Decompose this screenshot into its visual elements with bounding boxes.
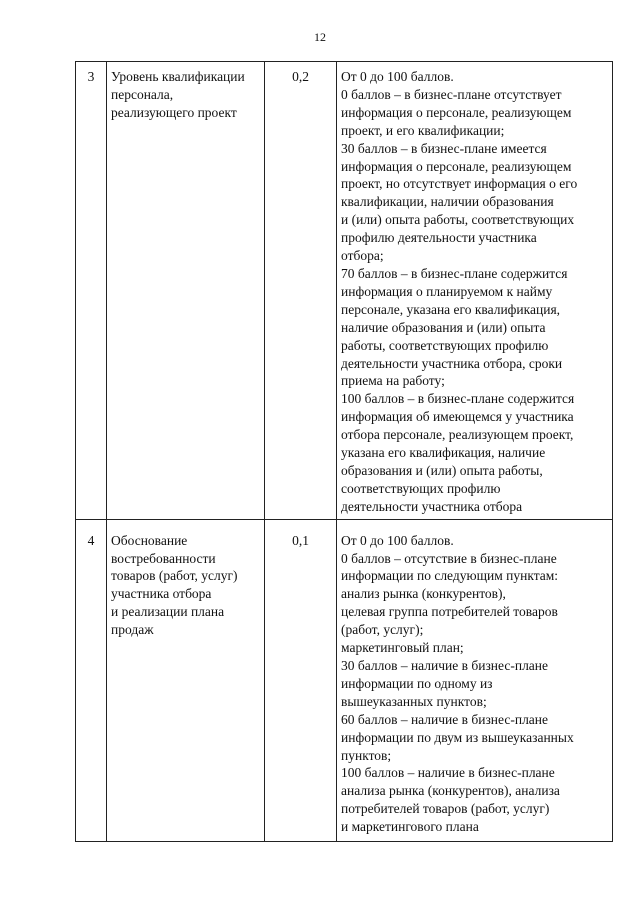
criteria-table — [75, 61, 613, 842]
scoring-description-line: 30 баллов – наличие в бизнес-плане — [341, 658, 549, 673]
criterion-name-line: Уровень квалификации — [111, 69, 245, 84]
scoring-description-line: информации по следующим пунктам: — [341, 568, 559, 584]
scoring-description-line: профилю деятельности участника — [341, 230, 537, 246]
scoring-description-line: отбора персонале, реализующем проект, — [341, 427, 574, 443]
scoring-description-line: проект, но отсутствует информация о его — [341, 176, 578, 192]
page-number: 12 — [314, 30, 326, 44]
scoring-description-line: приема на работу; — [341, 373, 445, 389]
scoring-description-line: анализ рынка (конкурентов), — [341, 586, 506, 602]
scoring-description-cell — [337, 519, 613, 841]
scoring-description-line: информация о персонале, реализующем — [341, 104, 572, 120]
scoring-description-line: и (или) опыта работы, соответствующих — [341, 212, 575, 228]
scoring-description-line: маркетинговый план; — [341, 640, 464, 656]
scoring-description-line: 60 баллов – наличие в бизнес-плане — [341, 711, 549, 727]
criterion-name-cell — [107, 62, 265, 520]
criterion-name-line: реализующего проект — [111, 104, 237, 120]
scoring-description-line: наличие образования и (или) опыта — [341, 319, 546, 335]
row-number-cell: 3 — [76, 62, 107, 520]
scoring-description-line: 0 баллов – в бизнес-плане отсутствует — [341, 86, 562, 102]
scoring-description-line: 0 баллов – отсутствие в бизнес-плане — [341, 550, 557, 566]
criterion-name-line: Обоснование — [111, 532, 188, 548]
criterion-name-line: товаров (работ, услуг) — [111, 568, 238, 584]
scoring-description-line: деятельности участника отбора — [341, 498, 523, 514]
scoring-description-line: информации по двум из вышеуказанных — [341, 729, 574, 745]
scoring-description-line: информация о персонале, реализующем — [341, 158, 572, 174]
scoring-description-line: От 0 до 100 баллов. — [341, 532, 454, 548]
criterion-name-line: продаж — [111, 622, 154, 638]
scoring-description-line: образования и (или) опыта работы, — [341, 462, 543, 478]
scoring-description-line: проект, и его квалификации; — [341, 122, 505, 138]
criterion-name-line: востребованности — [111, 550, 216, 566]
table-body — [76, 62, 613, 842]
scoring-description-line: 100 баллов – в бизнес-плане содержится — [341, 391, 575, 407]
table-row — [76, 519, 613, 841]
scoring-description-cell — [337, 62, 613, 520]
scoring-description-line: От 0 до 100 баллов. — [341, 69, 454, 84]
weight-cell: 0,2 — [265, 62, 337, 520]
scoring-description-line: деятельности участника отбора, сроки — [341, 355, 563, 371]
table-row — [76, 62, 613, 520]
scoring-description-line: анализа рынка (конкурентов), анализа — [341, 783, 560, 799]
criterion-name-line: персонала, — [111, 86, 174, 102]
scoring-description-line: пунктов; — [341, 747, 392, 763]
criterion-name-line: и реализации плана — [111, 604, 225, 620]
scoring-description-line: и маркетингового плана — [341, 819, 479, 835]
weight-cell: 0,1 — [265, 519, 337, 841]
scoring-description-line: информации по одному из — [341, 675, 493, 691]
scoring-description-line: 70 баллов – в бизнес-плане содержится — [341, 265, 568, 281]
scoring-description-line: работы, соответствующих профилю — [341, 337, 549, 353]
scoring-description-line: вышеуказанных пунктов; — [341, 693, 487, 709]
scoring-description-line: указана его квалификация, наличие — [341, 445, 546, 461]
scoring-description-line: 100 баллов – наличие в бизнес-плане — [341, 765, 555, 781]
row-number-cell: 4 — [76, 519, 107, 841]
scoring-description-line: целевая группа потребителей товаров — [341, 604, 558, 620]
scoring-description-line: потребителей товаров (работ, услуг) — [341, 801, 550, 817]
scoring-description-line: 30 баллов – в бизнес-плане имеется — [341, 140, 547, 156]
criterion-name-line: участника отбора — [111, 586, 212, 602]
scoring-description-line: отбора; — [341, 248, 384, 264]
scoring-description-line: информация о планируемом к найму — [341, 283, 553, 299]
scoring-description-line: квалификации, наличии образования — [341, 194, 554, 210]
scoring-description-line: соответствующих профилю — [341, 480, 501, 496]
scoring-description-line: информация об имеющемся у участника — [341, 409, 574, 425]
criterion-name-cell — [107, 519, 265, 841]
scoring-description-line: персонале, указана его квалификация, — [341, 301, 561, 317]
scoring-description-line: (работ, услуг); — [341, 622, 424, 638]
